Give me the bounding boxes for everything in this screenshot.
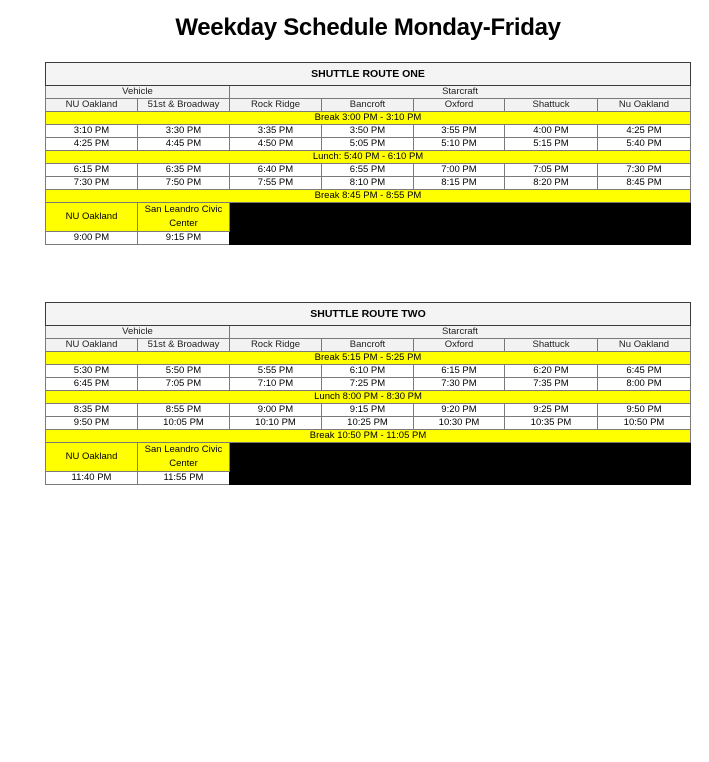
blacked-out-area bbox=[230, 203, 691, 245]
final-stop-header: NU Oakland bbox=[46, 443, 138, 472]
time-cell: 9:00 PM bbox=[46, 232, 138, 245]
time-cell: 10:05 PM bbox=[138, 417, 230, 430]
time-cell: 6:45 PM bbox=[598, 365, 691, 378]
route-title: SHUTTLE ROUTE ONE bbox=[46, 63, 691, 86]
time-cell: 3:10 PM bbox=[46, 125, 138, 138]
time-cell: 9:15 PM bbox=[322, 404, 414, 417]
time-cell: 6:55 PM bbox=[322, 164, 414, 177]
time-cell: 7:05 PM bbox=[505, 164, 598, 177]
stop-header: Nu Oakland bbox=[598, 99, 691, 112]
time-cell: 4:45 PM bbox=[138, 138, 230, 151]
break-row bbox=[46, 430, 691, 443]
time-cell: 10:35 PM bbox=[505, 417, 598, 430]
time-cell: 10:50 PM bbox=[598, 417, 691, 430]
time-cell: 6:10 PM bbox=[322, 365, 414, 378]
time-row bbox=[46, 404, 691, 417]
time-cell: 4:25 PM bbox=[46, 138, 138, 151]
time-cell: 6:35 PM bbox=[138, 164, 230, 177]
group-starcraft: Starcraft bbox=[230, 86, 691, 99]
time-cell: 6:15 PM bbox=[414, 365, 505, 378]
break-row bbox=[46, 151, 691, 164]
time-cell: 6:20 PM bbox=[505, 365, 598, 378]
stop-header: NU Oakland bbox=[46, 339, 138, 352]
time-cell: 5:30 PM bbox=[46, 365, 138, 378]
time-cell: 5:55 PM bbox=[230, 365, 322, 378]
time-cell: 7:35 PM bbox=[505, 378, 598, 391]
time-cell: 5:15 PM bbox=[505, 138, 598, 151]
time-row bbox=[46, 417, 691, 430]
time-cell: 8:45 PM bbox=[598, 177, 691, 190]
final-stop-header: San Leandro Civic Center bbox=[138, 443, 230, 472]
time-cell: 11:55 PM bbox=[138, 472, 230, 485]
group-header-row bbox=[46, 326, 691, 339]
stop-header: Shattuck bbox=[505, 339, 598, 352]
time-cell: 5:40 PM bbox=[598, 138, 691, 151]
time-cell: 10:30 PM bbox=[414, 417, 505, 430]
time-cell: 11:40 PM bbox=[46, 472, 138, 485]
stop-header: Oxford bbox=[414, 99, 505, 112]
time-cell: 5:05 PM bbox=[322, 138, 414, 151]
time-cell: 7:55 PM bbox=[230, 177, 322, 190]
time-cell: 9:25 PM bbox=[505, 404, 598, 417]
time-cell: 9:50 PM bbox=[598, 404, 691, 417]
break-row bbox=[46, 112, 691, 125]
route-title: SHUTTLE ROUTE TWO bbox=[46, 303, 691, 326]
stops-header-row bbox=[46, 339, 691, 352]
time-cell: 10:25 PM bbox=[322, 417, 414, 430]
time-cell: 7:10 PM bbox=[230, 378, 322, 391]
stop-header: NU Oakland bbox=[46, 99, 138, 112]
time-cell: 3:35 PM bbox=[230, 125, 322, 138]
time-row bbox=[46, 177, 691, 190]
break-row bbox=[46, 190, 691, 203]
time-cell: 4:50 PM bbox=[230, 138, 322, 151]
final-stop-header: San Leandro Civic Center bbox=[138, 203, 230, 232]
break-label: Break 3:00 PM - 3:10 PM bbox=[46, 112, 691, 125]
time-cell: 7:30 PM bbox=[414, 378, 505, 391]
group-vehicle: Vehicle bbox=[46, 86, 230, 99]
route-title-row bbox=[46, 63, 691, 86]
time-cell: 8:35 PM bbox=[46, 404, 138, 417]
time-cell: 9:15 PM bbox=[138, 232, 230, 245]
stop-header: Nu Oakland bbox=[598, 339, 691, 352]
time-cell: 7:50 PM bbox=[138, 177, 230, 190]
final-stop-header: NU Oakland bbox=[46, 203, 138, 232]
time-cell: 7:00 PM bbox=[414, 164, 505, 177]
time-cell: 8:15 PM bbox=[414, 177, 505, 190]
time-cell: 8:00 PM bbox=[598, 378, 691, 391]
final-stops-row bbox=[46, 443, 691, 472]
time-row bbox=[46, 138, 691, 151]
stop-header: Bancroft bbox=[322, 339, 414, 352]
break-label: Break 5:15 PM - 5:25 PM bbox=[46, 352, 691, 365]
time-cell: 6:40 PM bbox=[230, 164, 322, 177]
stop-header: Shattuck bbox=[505, 99, 598, 112]
blacked-out-area bbox=[230, 443, 691, 485]
break-label: Lunch: 5:40 PM - 6:10 PM bbox=[46, 151, 691, 164]
stop-header: 51st & Broadway bbox=[138, 99, 230, 112]
time-cell: 3:55 PM bbox=[414, 125, 505, 138]
stop-header: Rock Ridge bbox=[230, 339, 322, 352]
time-cell: 6:45 PM bbox=[46, 378, 138, 391]
time-cell: 7:25 PM bbox=[322, 378, 414, 391]
route-two-table bbox=[45, 302, 691, 485]
group-starcraft: Starcraft bbox=[230, 326, 691, 339]
time-cell: 3:50 PM bbox=[322, 125, 414, 138]
time-cell: 10:10 PM bbox=[230, 417, 322, 430]
time-cell: 7:30 PM bbox=[598, 164, 691, 177]
time-cell: 7:30 PM bbox=[46, 177, 138, 190]
break-row bbox=[46, 352, 691, 365]
break-label: Break 8:45 PM - 8:55 PM bbox=[46, 190, 691, 203]
route-title-row bbox=[46, 303, 691, 326]
group-header-row bbox=[46, 86, 691, 99]
time-cell: 7:05 PM bbox=[138, 378, 230, 391]
time-cell: 9:20 PM bbox=[414, 404, 505, 417]
route-one-table bbox=[45, 62, 691, 245]
final-stops-row bbox=[46, 203, 691, 232]
stop-header: Rock Ridge bbox=[230, 99, 322, 112]
time-row bbox=[46, 164, 691, 177]
time-row bbox=[46, 378, 691, 391]
time-row bbox=[46, 365, 691, 378]
group-vehicle: Vehicle bbox=[46, 326, 230, 339]
time-cell: 5:50 PM bbox=[138, 365, 230, 378]
time-cell: 6:15 PM bbox=[46, 164, 138, 177]
stops-header-row bbox=[46, 99, 691, 112]
stop-header: Bancroft bbox=[322, 99, 414, 112]
time-cell: 8:10 PM bbox=[322, 177, 414, 190]
time-cell: 5:10 PM bbox=[414, 138, 505, 151]
time-cell: 3:30 PM bbox=[138, 125, 230, 138]
break-row bbox=[46, 391, 691, 404]
break-label: Break 10:50 PM - 11:05 PM bbox=[46, 430, 691, 443]
break-label: Lunch 8:00 PM - 8:30 PM bbox=[46, 391, 691, 404]
page-title: Weekday Schedule Monday-Friday bbox=[175, 14, 561, 41]
time-cell: 8:55 PM bbox=[138, 404, 230, 417]
time-cell: 9:00 PM bbox=[230, 404, 322, 417]
time-cell: 4:25 PM bbox=[598, 125, 691, 138]
time-cell: 8:20 PM bbox=[505, 177, 598, 190]
time-row bbox=[46, 125, 691, 138]
stop-header: 51st & Broadway bbox=[138, 339, 230, 352]
time-cell: 4:00 PM bbox=[505, 125, 598, 138]
time-cell: 9:50 PM bbox=[46, 417, 138, 430]
stop-header: Oxford bbox=[414, 339, 505, 352]
